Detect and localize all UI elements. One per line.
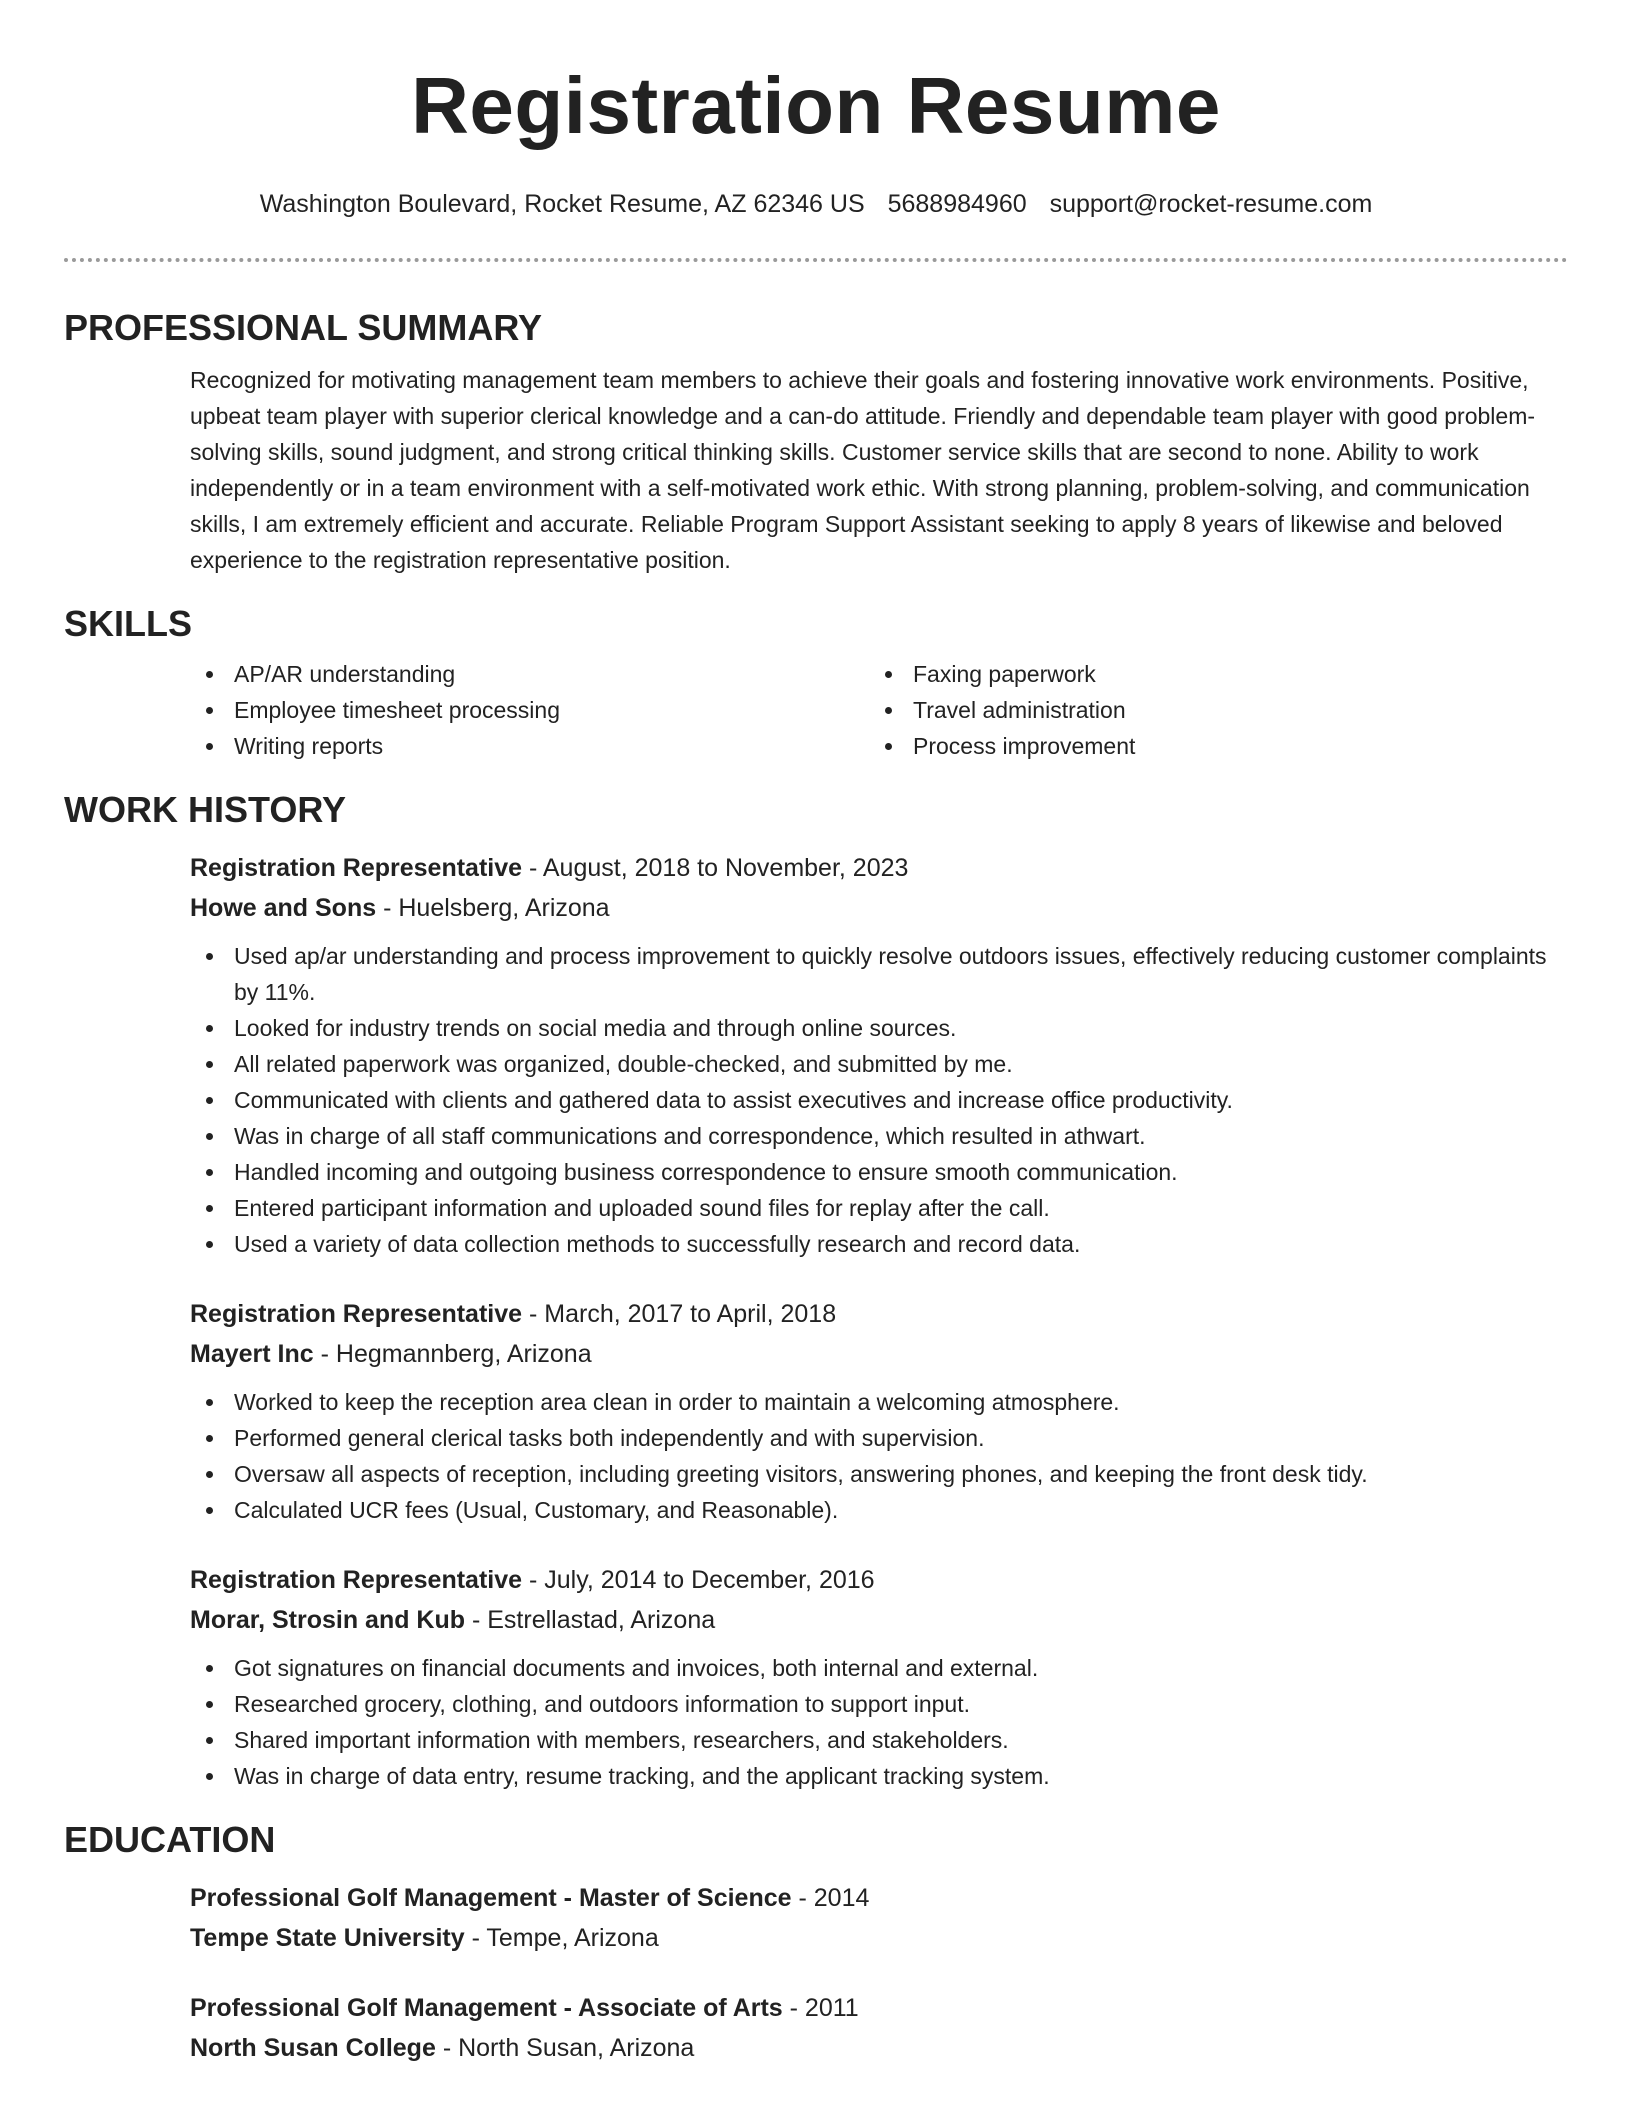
job-bullet: Used a variety of data collection methods to successfully research and record data. (190, 1226, 1568, 1262)
contact-line (64, 188, 1568, 220)
contact-phone: 5688984960 (887, 190, 1027, 218)
education-location: - North Susan, Arizona (435, 2034, 695, 2062)
job-bullet: Was in charge of data entry, resume tracking, and the applicant tracking system. (190, 1758, 1568, 1794)
job-bullet: Was in charge of all staff communications and correspondence, which resulted in athwart. (190, 1118, 1568, 1154)
job-entry (190, 848, 1568, 1262)
job-bullet: Entered participant information and uploaded sound files for replay after the call. (190, 1190, 1568, 1226)
job-bullet: Worked to keep the reception area clean in order to maintain a welcoming atmosphere. (190, 1384, 1568, 1420)
skill-item: Employee timesheet processing (190, 692, 869, 728)
skill-item: Writing reports (190, 728, 869, 764)
job-title-line (190, 1294, 1568, 1334)
education-year: - 2011 (782, 1994, 859, 2022)
education-degree-line (190, 1878, 1568, 1918)
job-dates: - March, 2017 to April, 2018 (522, 1300, 837, 1328)
education-entry (190, 1878, 1568, 1958)
job-role: Registration Representative (190, 1566, 523, 1594)
job-bullet: Shared important information with members, researchers, and stakeholders. (190, 1722, 1568, 1758)
skills-list (190, 656, 1568, 764)
job-company-line (190, 888, 1568, 928)
education-heading: EDUCATION (64, 1819, 276, 1860)
header-divider (64, 258, 1568, 262)
work-history-heading: WORK HISTORY (64, 789, 347, 830)
job-title-line (190, 848, 1568, 888)
job-company-line (190, 1334, 1568, 1374)
job-location: - Huelsberg, Arizona (376, 894, 610, 922)
job-bullet: Looked for industry trends on social media and through online sources. (190, 1010, 1568, 1046)
job-bullet: Got signatures on financial documents and invoices, both internal and external. (190, 1650, 1568, 1686)
job-company: Howe and Sons (190, 894, 377, 922)
job-company-line (190, 1600, 1568, 1640)
skills-column-left (190, 656, 869, 764)
education-entry (190, 1988, 1568, 2068)
summary-text: Recognized for motivating management team members to achieve their goals and fostering innovative work environments. Positive, upbeat team player with superior clerical knowledge and a can-do attitude. Friendly and dependable team player with good problem-solving skills, sound judgment, and strong critical thinking skills. Customer service skills that are second to none. Ability to work independently or in a team environment with a self-motivated work ethic. With strong planning, problem-solving, and communication skills, I am extremely efficient and accurate. Reliable Program Support Assistant seeking to apply 8 years of likewise and beloved experience to the registration representative position. (190, 367, 1536, 573)
job-title-line (190, 1560, 1568, 1600)
skill-item: AP/AR understanding (190, 656, 869, 692)
job-bullet: Handled incoming and outgoing business correspondence to ensure smooth communication. (190, 1154, 1568, 1190)
job-bullet: Performed general clerical tasks both independently and with supervision. (190, 1420, 1568, 1456)
job-bullet: Communicated with clients and gathered data to assist executives and increase office productivity. (190, 1082, 1568, 1118)
job-bullet: Oversaw all aspects of reception, including greeting visitors, answering phones, and keeping the front desk tidy. (190, 1456, 1568, 1492)
education-degree: Professional Golf Management - Master of Science (190, 1884, 792, 1912)
education-degree: Professional Golf Management - Associate of Arts (190, 1994, 783, 2022)
education-year: - 2014 (791, 1884, 870, 1912)
contact-address: Washington Boulevard, Rocket Resume, AZ 62346 US (259, 190, 865, 218)
education-location: - Tempe, Arizona (464, 1924, 659, 1952)
job-bullets (190, 1650, 1568, 1794)
job-role: Registration Representative (190, 1300, 523, 1328)
education-school: North Susan College (190, 2034, 436, 2062)
job-dates: - July, 2014 to December, 2016 (522, 1566, 875, 1594)
skills-heading: SKILLS (64, 603, 193, 644)
job-entry (190, 1560, 1568, 1794)
job-bullets (190, 1384, 1568, 1528)
skills-column-right (869, 656, 1548, 764)
summary-heading: PROFESSIONAL SUMMARY (64, 307, 543, 348)
skill-item: Faxing paperwork (869, 656, 1548, 692)
skill-item: Travel administration (869, 692, 1548, 728)
job-bullets (190, 938, 1568, 1262)
education-school-line (190, 2028, 1568, 2068)
job-bullet: Researched grocery, clothing, and outdoors information to support input. (190, 1686, 1568, 1722)
education-school: Tempe State University (190, 1924, 465, 1952)
education-school-line (190, 1918, 1568, 1958)
job-bullet: All related paperwork was organized, double-checked, and submitted by me. (190, 1046, 1568, 1082)
skill-item: Process improvement (869, 728, 1548, 764)
job-dates: - August, 2018 to November, 2023 (522, 854, 909, 882)
job-bullet: Calculated UCR fees (Usual, Customary, and Reasonable). (190, 1492, 1568, 1528)
job-bullet: Used ap/ar understanding and process improvement to quickly resolve outdoors issues, effectively reducing customer complaints by 11%. (190, 938, 1568, 1010)
job-role: Registration Representative (190, 854, 523, 882)
resume-title: Registration Resume (411, 61, 1221, 150)
education-degree-line (190, 1988, 1568, 2028)
job-company: Mayert Inc (190, 1340, 314, 1368)
job-location: - Estrellastad, Arizona (465, 1606, 716, 1634)
job-location: - Hegmannberg, Arizona (313, 1340, 592, 1368)
job-entry (190, 1294, 1568, 1528)
contact-email: support@rocket-resume.com (1049, 190, 1373, 218)
job-company: Morar, Strosin and Kub (190, 1606, 466, 1634)
